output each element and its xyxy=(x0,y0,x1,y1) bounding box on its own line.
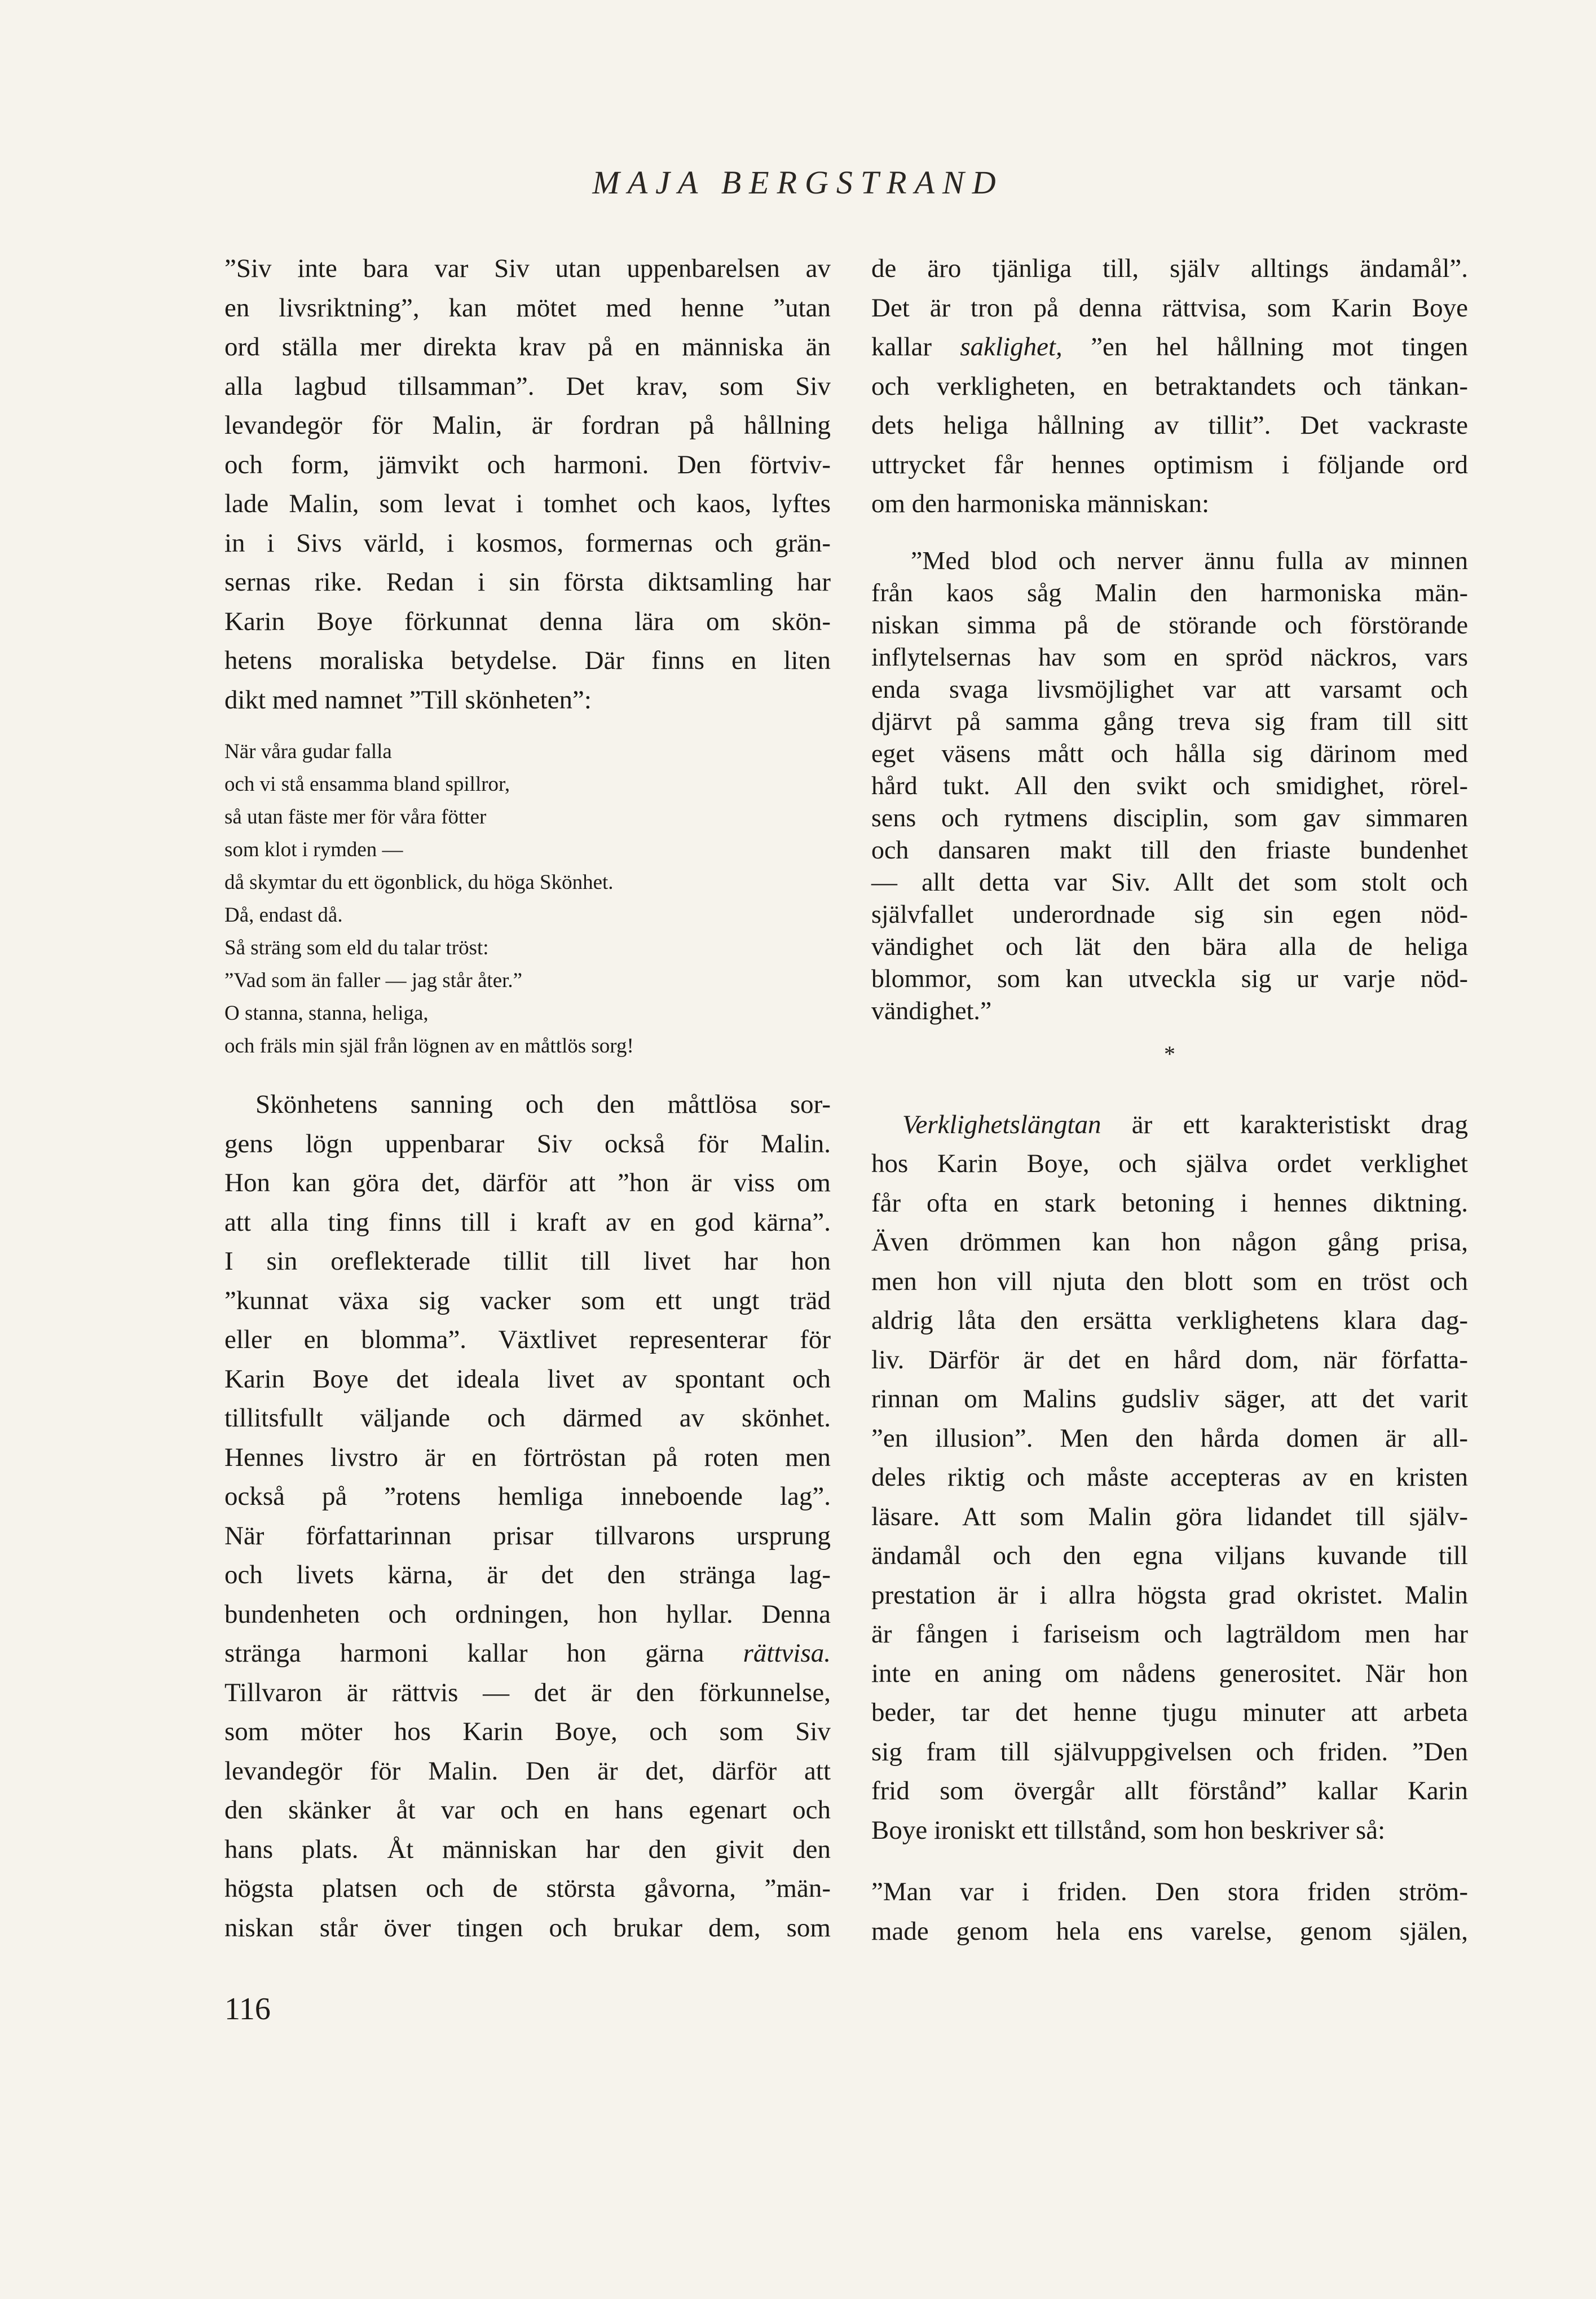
quote-line: inflytelsernas hav som en spröd näckros, vars xyxy=(871,642,1468,671)
emphasis-rattvisa: rättvisa. xyxy=(743,1639,831,1668)
text-line: om den harmoniska människan: xyxy=(871,489,1210,518)
text-line: hetens moraliska betydelse. Där finns en liten xyxy=(224,646,831,675)
left-paragraph-2 xyxy=(224,1085,831,1948)
left-paragraph-1 xyxy=(224,249,831,720)
text-line: lade Malin, som levat i tomhet och kaos, lyftes xyxy=(224,489,831,518)
poem-line: Så sträng som eld du talar tröst: xyxy=(224,936,489,959)
text-line: Karin Boye det ideala livet av spontant och xyxy=(224,1364,831,1394)
quote-line: och dansaren makt till den friaste bundenhet xyxy=(871,835,1468,864)
poem-line: och vi stå ensamma bland spillror, xyxy=(224,773,510,796)
text-line: får ofta en stark betoning i hennes diktning. xyxy=(871,1188,1468,1218)
text-line: Även drömmen kan hon någon gång prisa, xyxy=(871,1227,1468,1257)
left-column xyxy=(224,249,831,1948)
block-quote-harmonic-human xyxy=(871,544,1468,1027)
text-line: ord ställa mer direkta krav på en människa än xyxy=(224,332,831,362)
emphasis-saklighet: saklighet, xyxy=(960,332,1062,362)
quote-line: niskan simma på de störande och förstörande xyxy=(871,610,1468,639)
poem-line: ”Vad som än faller — jag står åter.” xyxy=(224,969,523,992)
text-line: och verkligheten, en betraktandets och tänkan- xyxy=(871,371,1468,401)
text-line: sig fram till självuppgivelsen och friden. ”Den xyxy=(871,1737,1468,1767)
running-head-author: MAJA BERGSTRAND xyxy=(592,164,1004,201)
text-line: tillitsfullt väljande och därmed av skönhet. xyxy=(224,1403,831,1433)
text-line: Hennes livstro är en förtröstan på roten men xyxy=(224,1442,831,1472)
text-line: liv. Därför är det en hård dom, när författa- xyxy=(871,1345,1468,1375)
text-line: ”en illusion”. Men den hårda domen är all- xyxy=(871,1423,1468,1453)
text-line: prestation är i allra högsta grad okristet. Malin xyxy=(871,1580,1468,1610)
quote-line: blommor, som kan utveckla sig ur varje nöd- xyxy=(871,963,1468,993)
text-line: levandegör för Malin. Den är det, därför att xyxy=(224,1756,831,1786)
text-line: ”kunnat växa sig vacker som ett ungt träd xyxy=(224,1285,831,1315)
text-line: Karin Boye förkunnat denna lära om skön- xyxy=(224,606,831,636)
poem-line: och fräls min själ från lögnen av en måttlös sorg! xyxy=(224,1034,634,1058)
text-line: bundenheten och ordningen, hon hyllar. Denna xyxy=(224,1599,831,1629)
text-line: frid som övergår allt förstånd” kallar Karin xyxy=(871,1776,1468,1805)
poem-line: så utan fäste mer för våra fötter xyxy=(224,805,487,829)
block-quote-peace xyxy=(871,1873,1468,1951)
text-line: gens lögn uppenbarar Siv också för Malin. xyxy=(224,1129,831,1159)
text-line: eller en blomma”. Växtlivet representerar för xyxy=(224,1325,831,1354)
right-paragraph-2 xyxy=(871,1106,1468,1851)
quote-line: vändighet.” xyxy=(871,996,992,1025)
text-fragment: kallar xyxy=(871,332,960,362)
text-line: ”Siv inte bara var Siv utan uppenbarelsen av xyxy=(224,254,831,283)
poem-line: När våra gudar falla xyxy=(224,740,392,763)
text-fragment: är ett karakteristiskt drag xyxy=(1101,1109,1468,1139)
page-number: 116 xyxy=(224,1992,271,2027)
text-line: är fången i fariseism och lagträldom men har xyxy=(871,1619,1468,1649)
text-fragment: stränga harmoni kallar hon gärna xyxy=(224,1639,743,1668)
text-line: dets heliga hållning av tillit”. Det vackraste xyxy=(871,411,1468,440)
text-line: Hon kan göra det, därför att ”hon är viss om xyxy=(224,1168,831,1197)
text-line: Boye ironiskt ett tillstånd, som hon beskriver så: xyxy=(871,1815,1386,1845)
text-line: Tillvaron är rättvis — det är den förkunnelse, xyxy=(224,1677,831,1707)
text-line: Det är tron på denna rättvisa, som Karin Boye xyxy=(871,293,1468,323)
quote-line: självfallet underordnade sig sin egen nöd- xyxy=(871,899,1468,928)
text-line: och form, jämvikt och harmoni. Den förtviv- xyxy=(224,450,831,479)
text-line: dikt med namnet ”Till skönheten”: xyxy=(224,685,592,715)
text-line: hos Karin Boye, och själva ordet verklighet xyxy=(871,1149,1468,1178)
quote-line: hård tukt. All den svikt och smidighet, rörel- xyxy=(871,770,1468,800)
text-line: aldrig låta den ersätta verklighetens klara dag- xyxy=(871,1306,1468,1335)
text-line-with-emphasis xyxy=(871,328,1468,367)
quote-line: enda svaga livsmöjlighet var att varsamt och xyxy=(871,674,1468,703)
text-line: sernas rike. Redan i sin första diktsamling har xyxy=(224,567,831,597)
text-line: men hon vill njuta den blott som en tröst och xyxy=(871,1266,1468,1296)
right-paragraph-1 xyxy=(871,249,1468,524)
quote-line: — allt detta var Siv. Allt det som stolt och xyxy=(871,867,1468,896)
text-line: hans plats. Åt människan har den givit den xyxy=(224,1834,831,1864)
text-line: att alla ting finns till i kraft av en god kärna”. xyxy=(224,1207,831,1237)
text-line: och livets kärna, är det den stränga lag- xyxy=(224,1560,831,1589)
text-line: niskan står över tingen och brukar dem, som xyxy=(224,1913,831,1943)
text-line: beder, tar det henne tjugu minuter att arbeta xyxy=(871,1698,1468,1727)
text-line: När författarinnan prisar tillvarons ursprung xyxy=(224,1521,831,1551)
text-line: också på ”rotens hemliga inneboende lag”. xyxy=(224,1482,831,1511)
emphasis-verklighetslangtan: Verklighetslängtan xyxy=(902,1109,1101,1139)
text-line-with-emphasis xyxy=(224,1634,831,1673)
text-line: ändamål och den egna viljans kuvande till xyxy=(871,1541,1468,1570)
right-column xyxy=(871,249,1468,1951)
text-line: läsare. Att som Malin göra lidandet till själv- xyxy=(871,1501,1468,1531)
text-line: in i Sivs värld, i kosmos, formernas och grän- xyxy=(224,528,831,558)
text-fragment: ”en hel hållning mot tingen xyxy=(1062,332,1468,362)
text-line: levandegör för Malin, är fordran på hållning xyxy=(224,411,831,440)
section-separator: * xyxy=(1164,1041,1175,1067)
text-line-with-emphasis xyxy=(871,1106,1468,1145)
poem-line: O stanna, stanna, heliga, xyxy=(224,1002,429,1025)
text-line: uttrycket får hennes optimism i följande ord xyxy=(871,450,1468,479)
quote-line: från kaos såg Malin den harmoniska män- xyxy=(871,578,1468,607)
text-line: Skönhetens sanning och den måttlösa sor- xyxy=(255,1090,831,1119)
text-line: alla lagbud tillsamman”. Det krav, som Siv xyxy=(224,371,831,401)
text-line: I sin oreflekterade tillit till livet har hon xyxy=(224,1247,831,1276)
poem-line: då skymtar du ett ögonblick, du höga Skönhet. xyxy=(224,871,614,894)
quote-line: vändighet och lät den bära alla de heliga xyxy=(871,931,1468,961)
quote-line: ”Med blod och nerver ännu fulla av minnen xyxy=(911,545,1468,575)
quote-line: sens och rytmens disciplin, som gav simmaren xyxy=(871,803,1468,832)
quote-line: ”Man var i friden. Den stora friden ström- xyxy=(871,1877,1468,1906)
quote-line: eget väsens mått och hålla sig därinom med xyxy=(871,738,1468,768)
text-line: inte en aning om nådens generositet. När hon xyxy=(871,1658,1468,1688)
poem-line: som klot i rymden — xyxy=(224,838,403,861)
poem-line: Då, endast då. xyxy=(224,904,343,927)
text-line: de äro tjänliga till, själv alltings ändamål”. xyxy=(871,254,1468,283)
poem-till-skonheten xyxy=(224,735,831,1063)
text-line: den skänker åt var och en hans egenart och xyxy=(224,1795,831,1825)
text-line: en livsriktning”, kan mötet med henne ”utan xyxy=(224,293,831,323)
quote-line: djärvt på samma gång treva sig fram till sitt xyxy=(871,706,1468,735)
quote-line: made genom hela ens varelse, genom själen, xyxy=(871,1916,1468,1946)
text-line: högsta platsen och de största gåvorna, ”män- xyxy=(224,1874,831,1903)
text-line: som möter hos Karin Boye, och som Siv xyxy=(224,1717,831,1746)
text-line: rinnan om Malins gudsliv säger, att det varit xyxy=(871,1384,1468,1413)
text-line: deles riktig och måste accepteras av en kristen xyxy=(871,1463,1468,1492)
